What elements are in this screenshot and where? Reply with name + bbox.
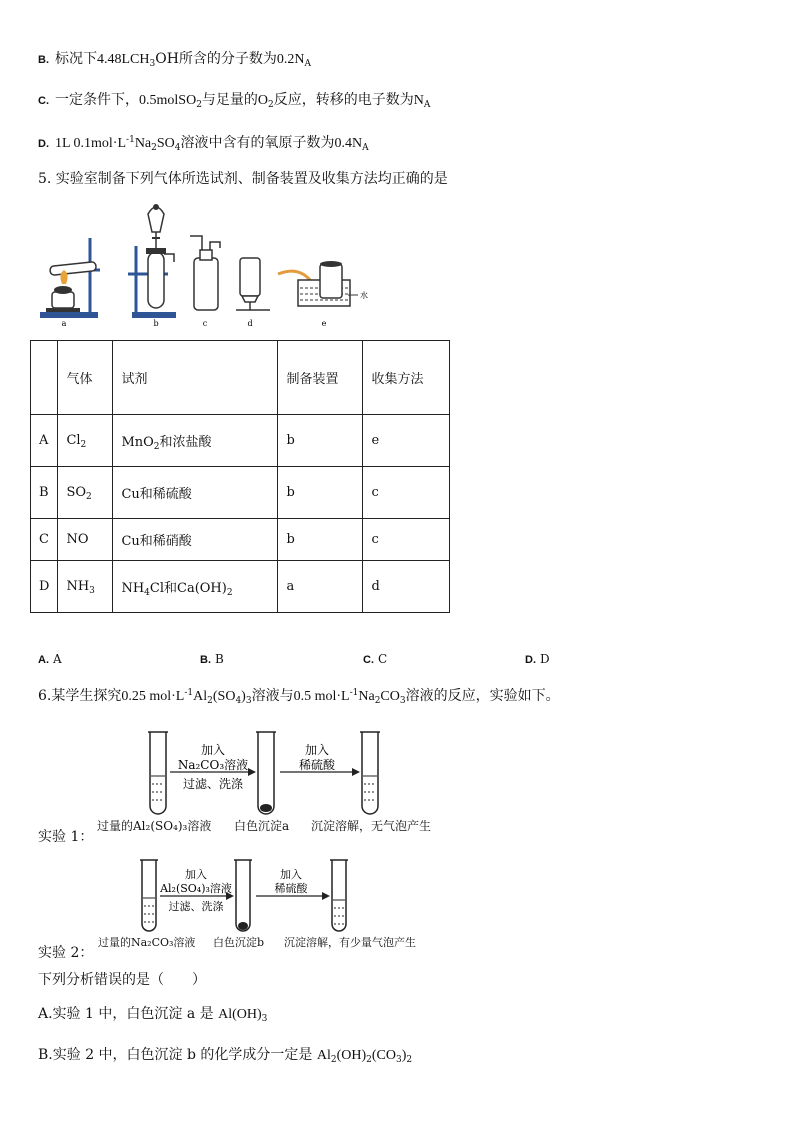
text: 一定条件下， xyxy=(55,92,139,108)
table-cell: d xyxy=(363,561,450,613)
table-cell xyxy=(58,467,113,519)
subscript: A xyxy=(362,143,369,153)
q6-option-a[interactable] xyxy=(38,1004,267,1025)
text: 反应，转移的电子数为 xyxy=(273,92,414,108)
text: B.实验 2 中，白色沉淀 b 的化学成分一定是 xyxy=(38,1047,317,1063)
text: 溶液的反应，实验如下。 xyxy=(405,688,560,704)
table-cell: Cu和稀硝酸 xyxy=(113,519,278,561)
formula: (CO xyxy=(371,1048,396,1063)
formula: 0.2N xyxy=(276,52,305,67)
apparatus-c xyxy=(190,236,220,328)
formula: 0.25 mol·L xyxy=(121,689,185,704)
table-row xyxy=(31,519,450,561)
superscript: -1 xyxy=(126,135,135,145)
table-cell: Cu和稀硫酸 xyxy=(113,467,278,519)
table-cell: b xyxy=(278,519,363,561)
formula: (OH) xyxy=(336,1048,367,1063)
formula: N xyxy=(413,93,424,108)
exp2-arrow2-mid: 稀硫酸 xyxy=(274,882,308,895)
table-cell: 制备装置 xyxy=(278,341,363,415)
subscript: 4 xyxy=(235,696,242,706)
table-row xyxy=(31,561,450,613)
subscript: 2 xyxy=(406,1055,413,1065)
table-cell xyxy=(113,561,278,613)
answer-option-c[interactable] xyxy=(363,652,387,666)
table-cell: 试剂 xyxy=(113,341,278,415)
exp1-label: 实验 1： xyxy=(38,829,94,845)
formula: Na xyxy=(134,136,152,151)
exp1-caption-3: 沉淀溶解，无气泡产生 xyxy=(311,819,432,833)
formula: Al xyxy=(316,1048,331,1063)
exp1-arrow2-mid: 稀硫酸 xyxy=(298,758,336,772)
table-row xyxy=(31,415,450,467)
q5-table xyxy=(30,340,450,613)
reagent: MnO xyxy=(121,435,154,450)
exp1-caption-1: 过量的Al₂(SO₄)₃溶液 xyxy=(97,819,212,833)
option-label: C. xyxy=(38,95,49,107)
option-label: A. xyxy=(38,654,49,666)
reagent: Cl和Ca(OH) xyxy=(149,581,227,596)
superscript: -1 xyxy=(349,688,359,698)
gas: NH xyxy=(66,579,90,594)
formula: Na xyxy=(358,689,375,704)
table-cell xyxy=(58,415,113,467)
exp1-arrow2-top: 加入 xyxy=(304,743,330,757)
table-cell: D xyxy=(31,561,58,613)
table-cell: b xyxy=(278,415,363,467)
subscript: 2 xyxy=(151,143,157,153)
option-d-line xyxy=(38,133,369,154)
exp2-label: 实验 2： xyxy=(38,945,94,961)
formula: (SO xyxy=(212,689,236,704)
formula: SO xyxy=(156,136,175,151)
answer-option-d[interactable] xyxy=(525,652,550,666)
formula: 0.5molSO xyxy=(139,93,197,108)
subscript: 3 xyxy=(261,1014,268,1024)
apparatus-b xyxy=(128,204,176,328)
subscript: 3 xyxy=(149,59,156,69)
reagent: 和浓盐酸 xyxy=(159,435,212,450)
option-c-line xyxy=(38,90,430,111)
exp2-arrow1-bot: 过滤、洗涤 xyxy=(168,900,224,913)
exp2-caption-2: 白色沉淀b xyxy=(213,936,265,949)
table-header-row xyxy=(31,341,450,415)
formula: ) xyxy=(401,1048,407,1063)
option-label: D. xyxy=(38,138,49,150)
table-cell xyxy=(58,561,113,613)
gas: SO xyxy=(66,485,87,500)
exp1-caption-2: 白色沉淀a xyxy=(234,819,290,833)
answer-option-a[interactable] xyxy=(38,652,62,666)
subscript: 2 xyxy=(330,1055,337,1065)
gas: Cl xyxy=(66,433,81,448)
option-label: B. xyxy=(200,654,211,666)
exp2-arrow1-top: 加入 xyxy=(185,868,207,881)
exp1-arrow1-mid: Na₂CO₃溶液 xyxy=(177,758,249,772)
formula: 4.48LCH xyxy=(97,52,150,67)
option-text: C xyxy=(378,652,388,666)
option-text: A xyxy=(53,652,62,666)
option-label: C. xyxy=(363,654,374,666)
subscript: A xyxy=(423,100,431,110)
question-6-title xyxy=(38,686,560,707)
option-text: B xyxy=(215,652,224,666)
formula: 1L 0.1mol·L xyxy=(55,136,127,151)
label-water: 水 xyxy=(360,291,368,300)
subscript: 3 xyxy=(245,696,252,706)
subscript: A xyxy=(304,59,312,69)
subscript: 2 xyxy=(207,696,213,706)
experiment-1-figure xyxy=(140,728,390,818)
subscript: 2 xyxy=(226,588,233,598)
text: OH所含的分子数为 xyxy=(155,51,277,67)
text: 溶液中含有的氧原子数为 xyxy=(180,135,335,151)
question-6-ask: 下列分析错误的是（ ） xyxy=(38,972,206,988)
reagent: NH xyxy=(121,581,145,596)
subscript: 3 xyxy=(89,586,95,596)
label-d: d xyxy=(247,319,253,328)
subscript: 4 xyxy=(174,143,181,153)
table-cell: NO xyxy=(58,519,113,561)
formula: 0.4N xyxy=(334,136,363,151)
table-cell: c xyxy=(363,519,450,561)
table-cell: B xyxy=(31,467,58,519)
subscript: 2 xyxy=(196,100,202,110)
table-cell: a xyxy=(278,561,363,613)
label-e: e xyxy=(321,319,327,328)
subscript: 2 xyxy=(153,442,160,452)
apparatus-d xyxy=(236,258,270,328)
text: 溶液与 xyxy=(251,688,294,704)
subscript: 3 xyxy=(396,1055,402,1065)
formula: O xyxy=(257,93,269,108)
exp2-arrow2-top: 加入 xyxy=(280,868,302,881)
exp1-arrow1-bot: 过滤、洗涤 xyxy=(182,777,244,791)
superscript: -1 xyxy=(184,688,194,698)
exp2-caption-1: 过量的Na₂CO₃溶液 xyxy=(98,936,196,949)
subscript: 3 xyxy=(399,696,406,706)
table-cell: C xyxy=(31,519,58,561)
formula: ) xyxy=(241,689,246,704)
exp1-arrow1-top: 加入 xyxy=(200,743,226,757)
apparatus-e xyxy=(278,261,368,328)
label-b: b xyxy=(153,319,159,328)
table-cell: 气体 xyxy=(58,341,113,415)
table-row xyxy=(31,467,450,519)
subscript: 2 xyxy=(86,492,92,502)
subscript: 2 xyxy=(80,440,87,450)
answer-option-b[interactable] xyxy=(200,652,224,666)
table-cell: c xyxy=(363,467,450,519)
text: 标况下 xyxy=(55,51,97,67)
option-text: D xyxy=(540,652,550,666)
subscript: 2 xyxy=(374,696,381,706)
exp2-arrow1-mid: Al₂(SO₄)₃溶液 xyxy=(160,882,232,895)
option-label: B. xyxy=(38,54,49,66)
option-b-line xyxy=(38,49,311,70)
table-cell: A xyxy=(31,415,58,467)
table-cell: b xyxy=(278,467,363,519)
text: 6.某学生探究 xyxy=(38,688,122,704)
subscript: 2 xyxy=(366,1055,372,1065)
subscript: 2 xyxy=(268,100,274,110)
subscript: 4 xyxy=(144,588,150,598)
q6-option-b[interactable] xyxy=(38,1045,412,1066)
apparatus-figure xyxy=(36,198,376,332)
table-cell: 收集方法 xyxy=(363,341,450,415)
formula: Al xyxy=(193,689,208,704)
experiment-2-figure xyxy=(134,856,374,936)
text: A.实验 1 中，白色沉淀 a 是 xyxy=(38,1006,219,1022)
table-cell: e xyxy=(363,415,450,467)
formula: 0.5 mol·L xyxy=(293,689,350,704)
table-cell xyxy=(31,341,58,415)
formula: CO xyxy=(380,689,400,704)
formula: Al(OH) xyxy=(218,1007,262,1022)
table-cell xyxy=(113,415,278,467)
label-c: c xyxy=(202,319,208,328)
label-a: a xyxy=(61,319,67,328)
apparatus-a xyxy=(40,238,100,328)
question-5-title: 5. 实验室制备下列气体所选试剂、制备装置及收集方法均正确的是 xyxy=(38,171,448,187)
text: 与足量的 xyxy=(201,92,258,108)
option-label: D. xyxy=(525,654,536,666)
exp2-caption-3: 沉淀溶解，有少量气泡产生 xyxy=(284,936,416,949)
